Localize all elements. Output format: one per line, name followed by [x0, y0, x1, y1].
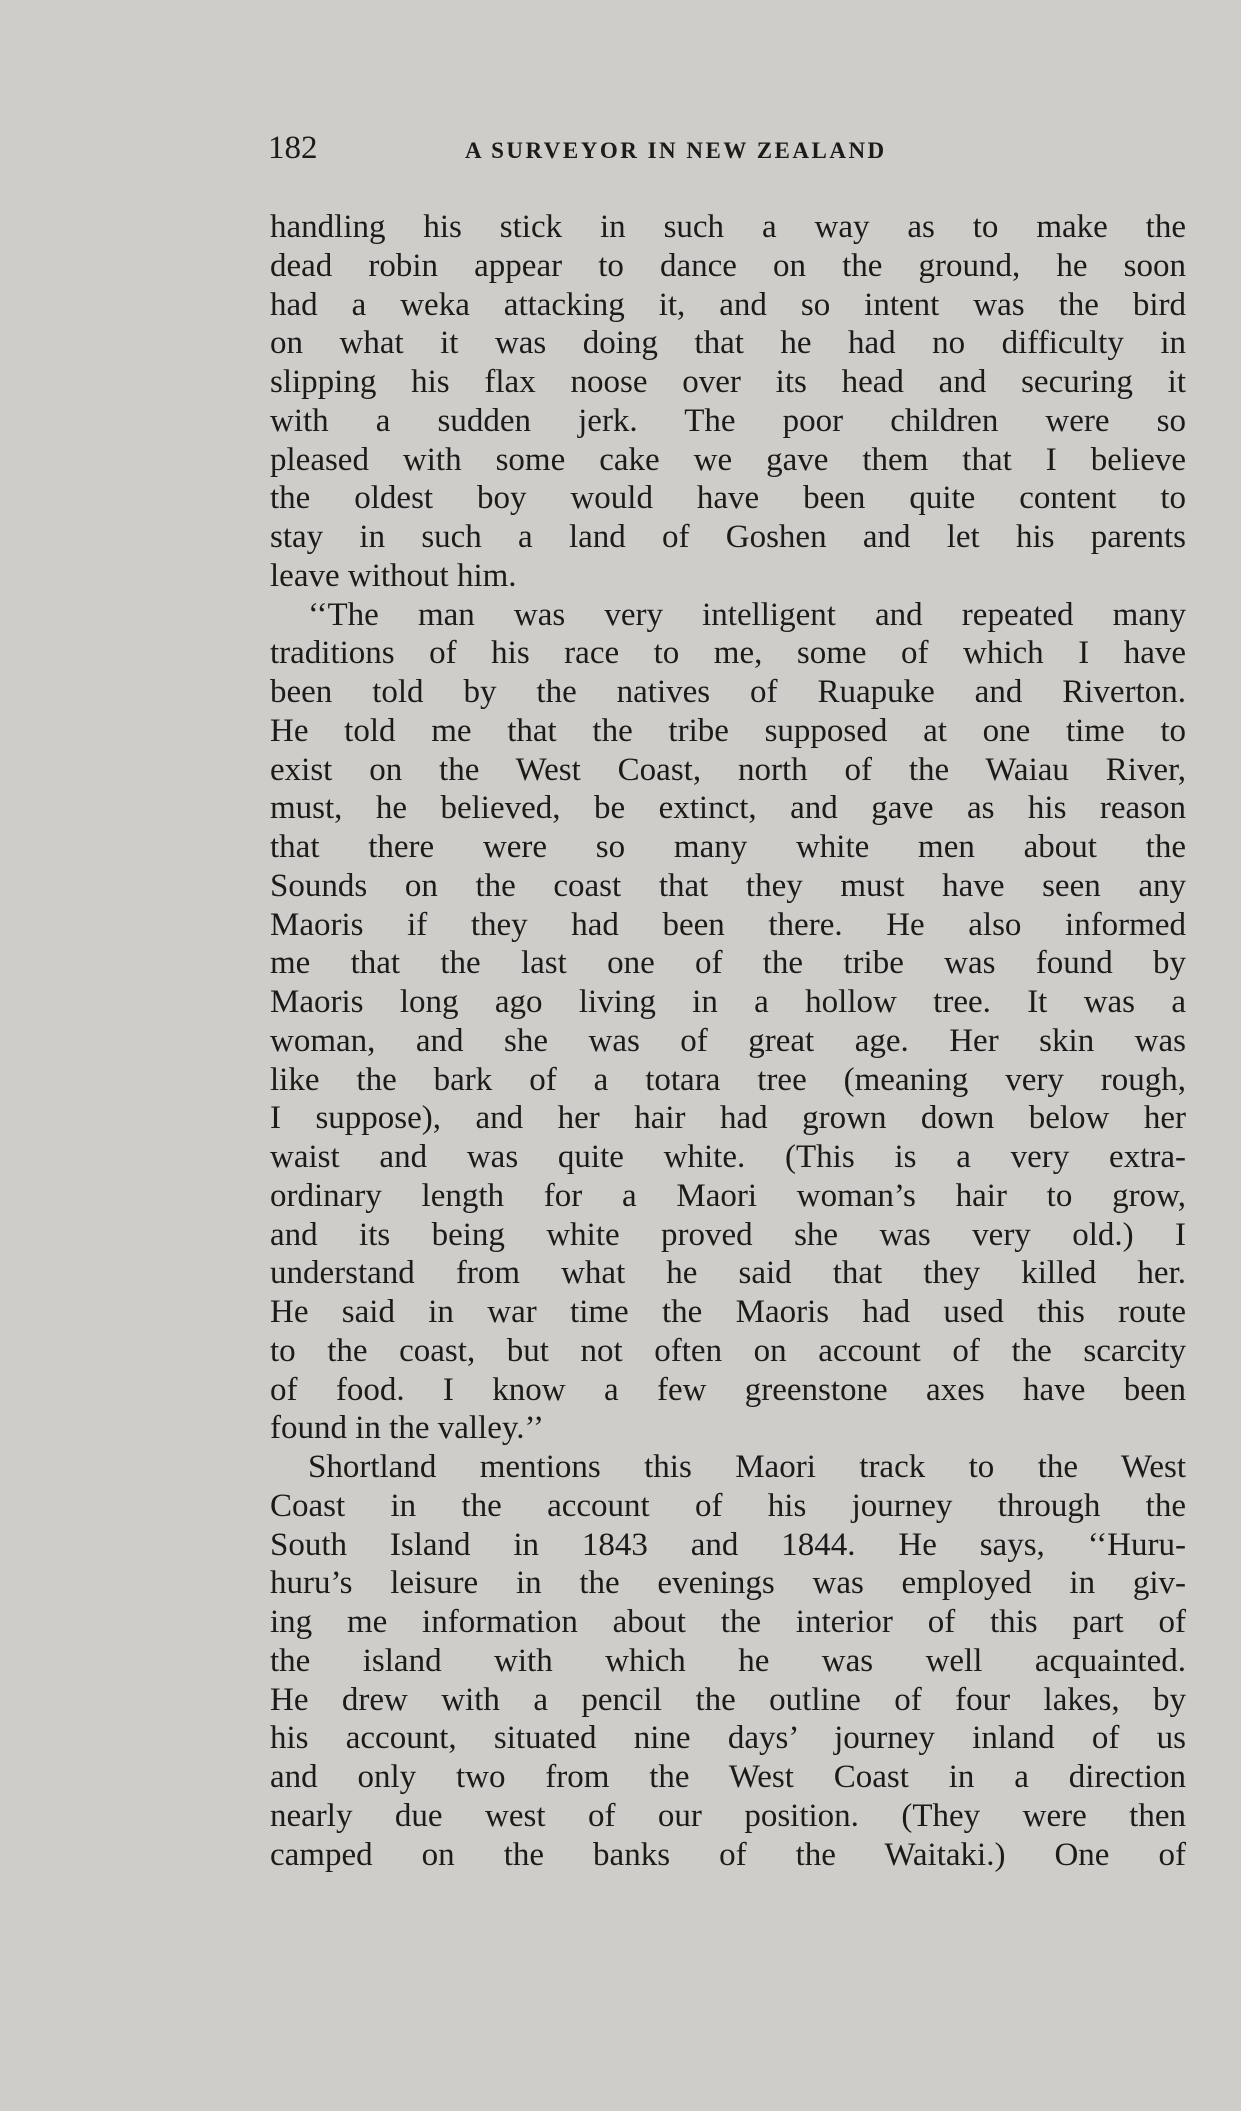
text-line: to the coast, but not often on account of the scarcity: [270, 1332, 1186, 1369]
text-line: Coast in the account of his journey through the: [270, 1487, 1186, 1524]
text-line: ing me information about the interior of this part of: [270, 1604, 1186, 1640]
text-line: been told by the natives of Ruapuke and Riverton.: [270, 674, 1186, 710]
text-line: stay in such a land of Goshen and let his parents: [270, 519, 1186, 555]
text-line: Sounds on the coast that they must have seen any: [270, 867, 1186, 904]
text-line: and its being white proved she was very old.) I: [270, 1216, 1186, 1253]
text-line: camped on the banks of the Waitaki.) One of: [270, 1836, 1186, 1873]
text-line: slipping his flax noose over its head and securing it: [270, 364, 1186, 400]
body-text: [270, 208, 1186, 1874]
text-line: nearly due west of our position. (They were then: [270, 1797, 1186, 1834]
text-line: exist on the West Coast, north of the Waiau River,: [270, 751, 1186, 788]
text-line: with a sudden jerk. The poor children were so: [270, 402, 1186, 439]
text-line: understand from what he said that they killed her.: [270, 1255, 1186, 1292]
text-line: like the bark of a totara tree (meaning very rough,: [270, 1061, 1186, 1098]
text-line: pleased with some cake we gave them that I believe: [270, 441, 1186, 478]
text-line: that there were so many white men about the: [270, 829, 1186, 865]
text-line: on what it was doing that he had no difficulty in: [270, 325, 1186, 362]
text-line: handling his stick in such a way as to make the: [270, 209, 1186, 245]
text-line: He drew with a pencil the outline of four lakes, by: [270, 1681, 1186, 1718]
text-line: had a weka attacking it, and so intent was the bird: [270, 286, 1186, 323]
text-line: Shortland mentions this Maori track to the West: [308, 1449, 1186, 1485]
text-line: of food. I know a few greenstone axes have been: [270, 1371, 1186, 1408]
page-number: 182: [268, 130, 318, 166]
text-line: the oldest boy would have been quite content to: [270, 480, 1186, 517]
text-line: woman, and she was of great age. Her skin was: [270, 1022, 1186, 1059]
text-line: leave without him.: [270, 557, 517, 594]
running-head: A SURVEYOR IN NEW ZEALAND: [465, 138, 887, 163]
text-line: me that the last one of the tribe was found by: [270, 945, 1186, 982]
text-line: I suppose), and her hair had grown down below her: [270, 1100, 1186, 1137]
text-line: He said in war time the Maoris had used this route: [270, 1294, 1186, 1330]
text-line: waist and was quite white. (This is a very extra-: [270, 1139, 1186, 1175]
text-line: Maoris long ago living in a hollow tree. It was a: [270, 984, 1186, 1020]
page-header: [268, 128, 1188, 168]
text-line: must, he believed, be extinct, and gave as his reason: [270, 790, 1186, 827]
text-line: ‘‘The man was very intelligent and repeated many: [308, 596, 1186, 633]
text-line: the island with which he was well acquainted.: [270, 1642, 1186, 1679]
text-line: traditions of his race to me, some of which I have: [270, 635, 1186, 672]
text-line: Maoris if they had been there. He also informed: [270, 906, 1186, 943]
text-line: huru’s leisure in the evenings was employed in giv-: [270, 1565, 1186, 1602]
text-line: South Island in 1843 and 1844. He says, ‘‘Huru-: [270, 1526, 1186, 1563]
text-line: dead robin appear to dance on the ground, he soon: [270, 247, 1186, 284]
text-line: He told me that the tribe supposed at one time to: [270, 712, 1186, 749]
text-line: his account, situated nine days’ journey inland of us: [270, 1720, 1186, 1757]
text-line: and only two from the West Coast in a direction: [270, 1759, 1186, 1795]
text-line: found in the valley.’’: [270, 1410, 544, 1447]
text-line: ordinary length for a Maori woman’s hair to grow,: [270, 1177, 1186, 1214]
